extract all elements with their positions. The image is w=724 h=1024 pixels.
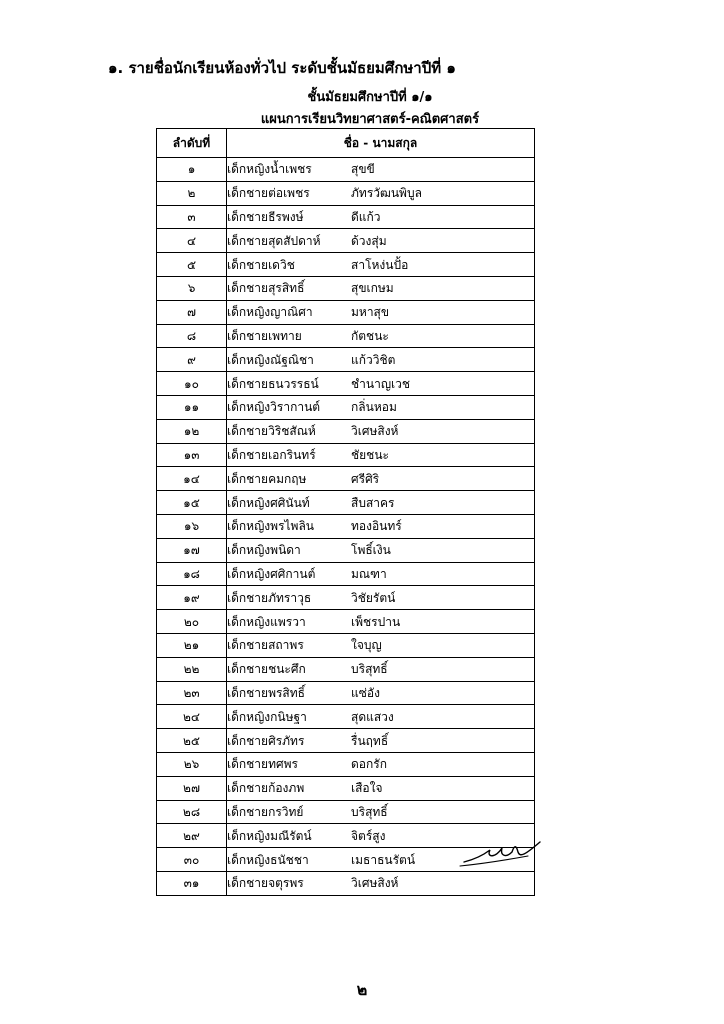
table-row xyxy=(157,729,535,753)
row-number: ๒๕ xyxy=(157,729,227,753)
row-number: ๔ xyxy=(157,229,227,253)
student-last-name: แซ่อัง xyxy=(351,685,380,700)
student-last-name: สืบสาคร xyxy=(351,495,395,510)
table-row xyxy=(157,253,535,277)
row-number: ๑๖ xyxy=(157,514,227,538)
student-last-name: มหาสุข xyxy=(351,305,390,320)
row-number: ๕ xyxy=(157,253,227,277)
student-first-name: เด็กหญิงณัฐณิชา xyxy=(227,352,314,367)
row-number: ๑ xyxy=(157,158,227,182)
student-name-cell xyxy=(227,752,535,776)
student-last-name: สาโหง่นปั้อ xyxy=(351,257,409,272)
student-last-name: ชำนาญเวช xyxy=(351,376,411,391)
header-number: ลำดับที่ xyxy=(157,129,227,158)
student-first-name: เด็กชายวิริชสัณห์ xyxy=(227,424,316,439)
table-row xyxy=(157,372,535,396)
row-number: ๑๙ xyxy=(157,586,227,610)
student-last-name: เพ็ชรปาน xyxy=(351,614,401,629)
row-number: ๖ xyxy=(157,276,227,300)
student-last-name: ใจบุญ xyxy=(351,638,382,653)
student-last-name: เมธาธนรัตน์ xyxy=(351,852,416,867)
student-first-name: เด็กหญิงพรไพลิน xyxy=(227,519,315,534)
student-last-name: ดอกรัก xyxy=(351,757,387,772)
student-first-name: เด็กชายศิรภัทร xyxy=(227,733,305,748)
table-row xyxy=(157,158,535,182)
row-number: ๑๒ xyxy=(157,419,227,443)
student-name-cell xyxy=(227,372,535,396)
row-number: ๒๐ xyxy=(157,610,227,634)
student-last-name: ชัยชนะ xyxy=(351,447,389,462)
table-row xyxy=(157,562,535,586)
student-last-name: ภัทรวัฒนพิบูล xyxy=(351,186,422,201)
student-name-cell xyxy=(227,276,535,300)
table-row xyxy=(157,491,535,515)
student-name-cell xyxy=(227,229,535,253)
header-name: ชื่อ - นามสกุล xyxy=(227,129,535,158)
student-first-name: เด็กชายสุดสัปดาห์ xyxy=(227,233,321,248)
student-first-name: เด็กชายภัทราวุธ xyxy=(227,590,312,605)
student-first-name: เด็กหญิงศศินันท์ xyxy=(227,495,310,510)
table-row xyxy=(157,514,535,538)
student-name-cell xyxy=(227,348,535,372)
row-number: ๒๗ xyxy=(157,776,227,800)
table-row xyxy=(157,467,535,491)
student-last-name: สุขขี xyxy=(351,162,375,177)
student-name-cell xyxy=(227,586,535,610)
table-row xyxy=(157,586,535,610)
row-number: ๒๘ xyxy=(157,800,227,824)
student-last-name: สุขเกษม xyxy=(351,281,394,296)
table-row xyxy=(157,395,535,419)
student-first-name: เด็กชายเดวิช xyxy=(227,257,295,272)
row-number: ๒ xyxy=(157,181,227,205)
table-row xyxy=(157,800,535,824)
student-last-name: วิเศษสิงห์ xyxy=(351,876,399,891)
table-row xyxy=(157,300,535,324)
row-number: ๓ xyxy=(157,205,227,229)
student-last-name: บริสุทธิ์ xyxy=(351,662,388,677)
student-first-name: เด็กหญิงมณีรัตน์ xyxy=(227,828,312,843)
student-name-cell xyxy=(227,610,535,634)
student-last-name: ศรีศิริ xyxy=(351,471,380,486)
student-name-cell xyxy=(227,395,535,419)
row-number: ๒๙ xyxy=(157,824,227,848)
program-title: แผนการเรียนวิทยาศาสตร์-คณิตศาสตร์ xyxy=(260,112,480,127)
table-row xyxy=(157,776,535,800)
table-header-row xyxy=(157,129,535,158)
student-first-name: เด็กชายธีรพงษ์ xyxy=(227,209,304,224)
student-first-name: เด็กชายสถาพร xyxy=(227,638,304,653)
row-number: ๗ xyxy=(157,300,227,324)
student-name-cell xyxy=(227,253,535,277)
student-first-name: เด็กหญิงธนัชชา xyxy=(227,852,309,867)
student-first-name: เด็กหญิงกนิษฐา xyxy=(227,709,307,724)
student-last-name: จิตร์สูง xyxy=(351,828,386,843)
student-last-name: กัตชนะ xyxy=(351,328,389,343)
student-last-name: มณฑา xyxy=(351,566,387,581)
student-first-name: เด็กชายจตุรพร xyxy=(227,876,304,891)
student-name-cell xyxy=(227,158,535,182)
student-name-cell xyxy=(227,800,535,824)
row-number: ๒๖ xyxy=(157,752,227,776)
student-last-name: สุดแสวง xyxy=(351,709,394,724)
table-row xyxy=(157,610,535,634)
table-row xyxy=(157,871,535,895)
student-name-cell xyxy=(227,538,535,562)
student-last-name: ด้วงสุ่ม xyxy=(351,233,387,248)
table-row xyxy=(157,681,535,705)
row-number: ๓๑ xyxy=(157,871,227,895)
row-number: ๑๓ xyxy=(157,443,227,467)
student-name-cell xyxy=(227,491,535,515)
row-number: ๘ xyxy=(157,324,227,348)
student-first-name: เด็กหญิงวิรากานต์ xyxy=(227,400,321,415)
row-number: ๑๘ xyxy=(157,562,227,586)
student-name-cell xyxy=(227,633,535,657)
table-body xyxy=(157,158,535,896)
student-first-name: เด็กชายธนวรรธน์ xyxy=(227,376,319,391)
class-level-title: ชั้นมัธยมศึกษาปีที่ ๑/๑ xyxy=(307,90,433,105)
row-number: ๓๐ xyxy=(157,848,227,872)
document-heading: ๑. รายชื่อนักเรียนห้องทั่วไป ระดับชั้นมัธยมศึกษาปีที่ ๑ xyxy=(108,59,456,77)
student-first-name: เด็กชายคมกฤษ xyxy=(227,471,307,486)
student-roster-table xyxy=(156,128,535,896)
student-first-name: เด็กชายกรวิทย์ xyxy=(227,804,304,819)
student-first-name: เด็กหญิงแพรวา xyxy=(227,614,306,629)
table-row xyxy=(157,205,535,229)
page-number: ๒ xyxy=(356,980,368,999)
table-row xyxy=(157,657,535,681)
student-name-cell xyxy=(227,443,535,467)
row-number: ๒๒ xyxy=(157,657,227,681)
student-first-name: เด็กหญิงน้ำเพชร xyxy=(227,162,312,177)
student-name-cell xyxy=(227,729,535,753)
table-row xyxy=(157,538,535,562)
student-name-cell xyxy=(227,300,535,324)
row-number: ๙ xyxy=(157,348,227,372)
student-first-name: เด็กหญิงญาณิศา xyxy=(227,305,313,320)
student-last-name: แก้ววิชิต xyxy=(351,352,396,367)
table-row xyxy=(157,633,535,657)
student-last-name: วิชัยรัตน์ xyxy=(351,590,396,605)
student-last-name: วิเศษสิงห์ xyxy=(351,424,399,439)
student-last-name: รื่นฤทธิ์ xyxy=(351,733,389,748)
student-first-name: เด็กชายก้องภพ xyxy=(227,781,305,796)
table-row xyxy=(157,443,535,467)
student-first-name: เด็กชายเพทาย xyxy=(227,328,302,343)
student-last-name: เสือใจ xyxy=(351,781,383,796)
table-row xyxy=(157,752,535,776)
table-row xyxy=(157,229,535,253)
row-number: ๑๗ xyxy=(157,538,227,562)
table-row xyxy=(157,419,535,443)
student-name-cell xyxy=(227,181,535,205)
table-row xyxy=(157,705,535,729)
student-name-cell xyxy=(227,705,535,729)
student-first-name: เด็กชายทศพร xyxy=(227,757,298,772)
student-last-name: กลิ่นหอม xyxy=(351,400,397,415)
student-first-name: เด็กหญิงพนิดา xyxy=(227,543,301,558)
row-number: ๒๑ xyxy=(157,633,227,657)
student-name-cell xyxy=(227,205,535,229)
student-first-name: เด็กชายชนะศึก xyxy=(227,662,306,677)
student-last-name: ดีแก้ว xyxy=(351,209,381,224)
student-last-name: ทองอินทร์ xyxy=(351,519,402,534)
student-name-cell xyxy=(227,776,535,800)
table-row xyxy=(157,348,535,372)
student-first-name: เด็กชายต่อเพชร xyxy=(227,186,310,201)
student-name-cell xyxy=(227,871,535,895)
student-last-name: โพธิ์เงิน xyxy=(351,543,391,558)
table-row xyxy=(157,181,535,205)
row-number: ๑๑ xyxy=(157,395,227,419)
student-name-cell xyxy=(227,657,535,681)
row-number: ๑๔ xyxy=(157,467,227,491)
student-name-cell xyxy=(227,514,535,538)
student-first-name: เด็กชายพรสิทธิ์ xyxy=(227,685,305,700)
row-number: ๒๓ xyxy=(157,681,227,705)
student-name-cell xyxy=(227,681,535,705)
table-row xyxy=(157,276,535,300)
student-name-cell xyxy=(227,562,535,586)
student-name-cell xyxy=(227,324,535,348)
student-first-name: เด็กชายสุรสิทธิ์ xyxy=(227,281,305,296)
table-row xyxy=(157,324,535,348)
row-number: ๑๕ xyxy=(157,491,227,515)
student-name-cell xyxy=(227,467,535,491)
row-number: ๒๔ xyxy=(157,705,227,729)
signature-icon xyxy=(456,836,546,870)
student-name-cell xyxy=(227,419,535,443)
row-number: ๑๐ xyxy=(157,372,227,396)
student-last-name: บริสุทธิ์ xyxy=(351,804,388,819)
student-first-name: เด็กชายเอกรินทร์ xyxy=(227,447,316,462)
student-first-name: เด็กหญิงศศิกานต์ xyxy=(227,566,316,581)
